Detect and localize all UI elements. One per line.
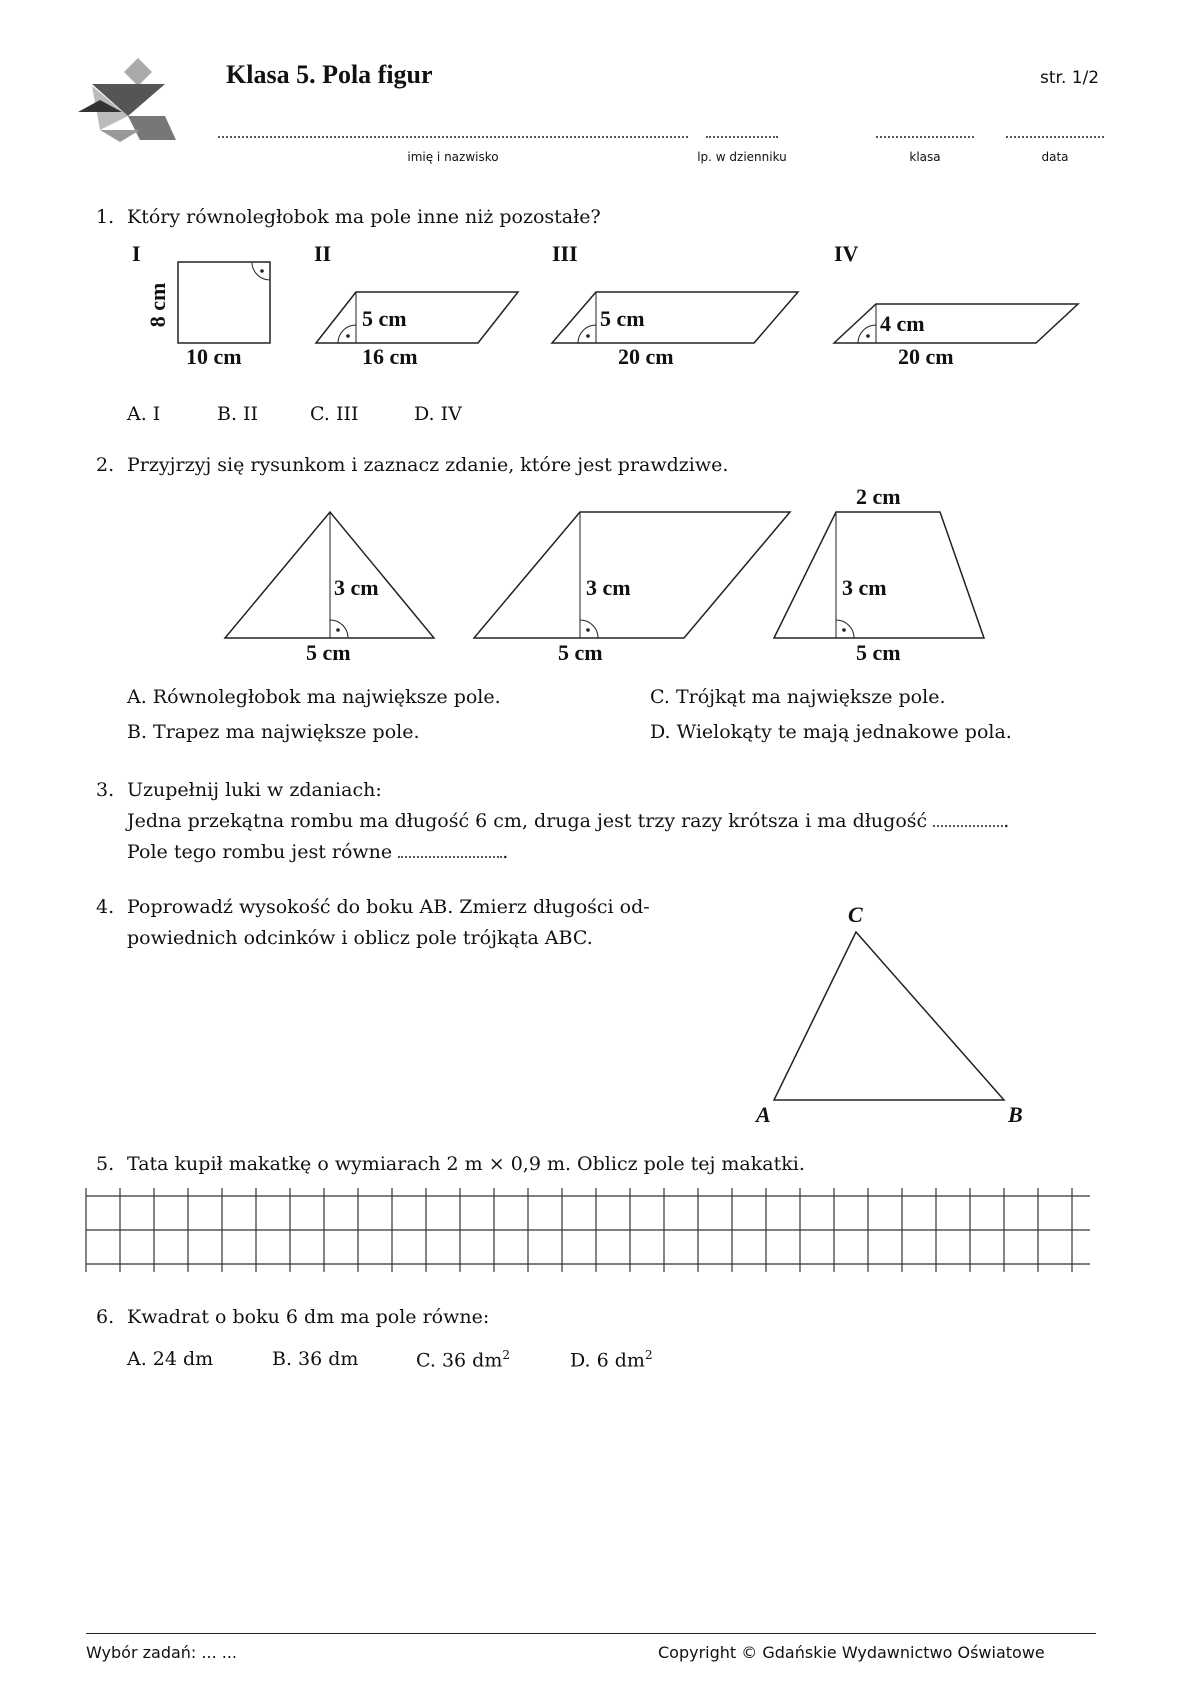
q6-option-a[interactable]: A. 24 dm: [127, 1348, 214, 1370]
q2-fig2-height: 3 cm: [586, 575, 631, 600]
q6-option-b[interactable]: B. 36 dm: [272, 1348, 359, 1370]
footer-copyright: Copyright © Gdańskie Wydawnictwo Oświatowe: [658, 1643, 1045, 1662]
q1-option-b[interactable]: B. II: [217, 403, 259, 425]
q2-fig3-base: 5 cm: [856, 640, 901, 665]
q3-period-2: .: [502, 841, 509, 863]
vertex-c-label: C: [848, 902, 863, 927]
q2-fig1-height: 3 cm: [334, 575, 379, 600]
q2-option-c[interactable]: C. Trójkąt ma największe pole.: [650, 686, 946, 708]
q3-sentence-1-text: Jedna przekątna rombu ma długość 6 cm, druga jest trzy razy krótsza i ma długość: [127, 810, 928, 832]
q6-number: 6.: [96, 1306, 115, 1328]
q2-number: 2.: [96, 454, 115, 476]
q2-option-d[interactable]: D. Wielokąty te mają jednakowe pola.: [650, 721, 1012, 743]
q1-fig2-base: 16 cm: [362, 344, 418, 369]
q4-number: 4.: [96, 896, 115, 918]
q2-fig2-base: 5 cm: [558, 640, 603, 665]
q6-option-c-text: C. 36 dm: [416, 1349, 503, 1372]
q2-fig1-base: 5 cm: [306, 640, 351, 665]
q3-period-1: .: [1003, 810, 1010, 832]
q1-option-a[interactable]: A. I: [127, 403, 161, 425]
page-title: Klasa 5. Pola figur: [226, 60, 433, 89]
q1-fig4-base: 20 cm: [898, 344, 954, 369]
q1-text: Który równoległobok ma pole inne niż pozostałe?: [127, 206, 601, 228]
q3-sentence-2-text: Pole tego rombu jest równe: [127, 841, 393, 863]
q5-number: 5.: [96, 1153, 115, 1175]
q1-fig2-height: 5 cm: [362, 306, 407, 331]
q4-text-line-1: Poprowadź wysokość do boku AB. Zmierz długości od-: [127, 896, 650, 918]
q2-text: Przyjrzyj się rysunkom i zaznacz zdanie, które jest prawdziwe.: [127, 454, 729, 476]
q1-fig-label-III: III: [552, 241, 578, 266]
q1-option-c[interactable]: C. III: [310, 403, 359, 425]
q6-option-c-sup: 2: [502, 1348, 510, 1362]
q6-text: Kwadrat o boku 6 dm ma pole równe:: [127, 1306, 490, 1328]
vertex-b-label: B: [1008, 1102, 1023, 1127]
q6-option-d-text: D. 6 dm: [570, 1349, 645, 1372]
q3-number: 3.: [96, 779, 115, 801]
q2-option-a[interactable]: A. Równoległobok ma największe pole.: [127, 686, 501, 708]
q6-option-d-sup: 2: [644, 1348, 653, 1362]
name-label: imię i nazwisko: [407, 150, 499, 164]
q6-option-c[interactable]: [416, 1348, 510, 1371]
q1-fig3-base: 20 cm: [618, 344, 674, 369]
footer-divider: [86, 1633, 1096, 1634]
q1-fig-label-IV: IV: [834, 241, 859, 266]
q6-option-d[interactable]: [570, 1348, 653, 1371]
q5-text: Tata kupił makatkę o wymiarach 2 m × 0,9 m. Oblicz pole tej makatki.: [127, 1153, 805, 1175]
q1-fig1-height: 8 cm: [145, 282, 170, 328]
q1-fig4-height: 4 cm: [880, 311, 925, 336]
q1-fig3-height: 5 cm: [600, 306, 645, 331]
q2-fig3-height: 3 cm: [842, 575, 887, 600]
q1-option-d[interactable]: D. IV: [414, 403, 462, 425]
footer-left: Wybór zadań: ... ...: [86, 1643, 237, 1662]
q2-option-b[interactable]: B. Trapez ma największe pole.: [127, 721, 420, 743]
q1-fig-label-II: II: [314, 241, 332, 266]
class-label: klasa: [909, 150, 941, 164]
vertex-a-label: A: [756, 1102, 771, 1127]
date-label: data: [1041, 150, 1069, 164]
q1-fig-label-I: I: [132, 241, 141, 266]
class-number-label: lp. w dzienniku: [697, 150, 787, 164]
q1-fig1-base: 10 cm: [186, 344, 242, 369]
q4-text-line-2: powiednich odcinków i oblicz pole trójkąta ABC.: [127, 927, 593, 949]
q2-fig3-top: 2 cm: [856, 484, 901, 509]
q1-number: 1.: [96, 206, 115, 228]
page-number: str. 1/2: [1040, 68, 1100, 88]
q3-instruction: Uzupełnij luki w zdaniach:: [127, 779, 382, 801]
